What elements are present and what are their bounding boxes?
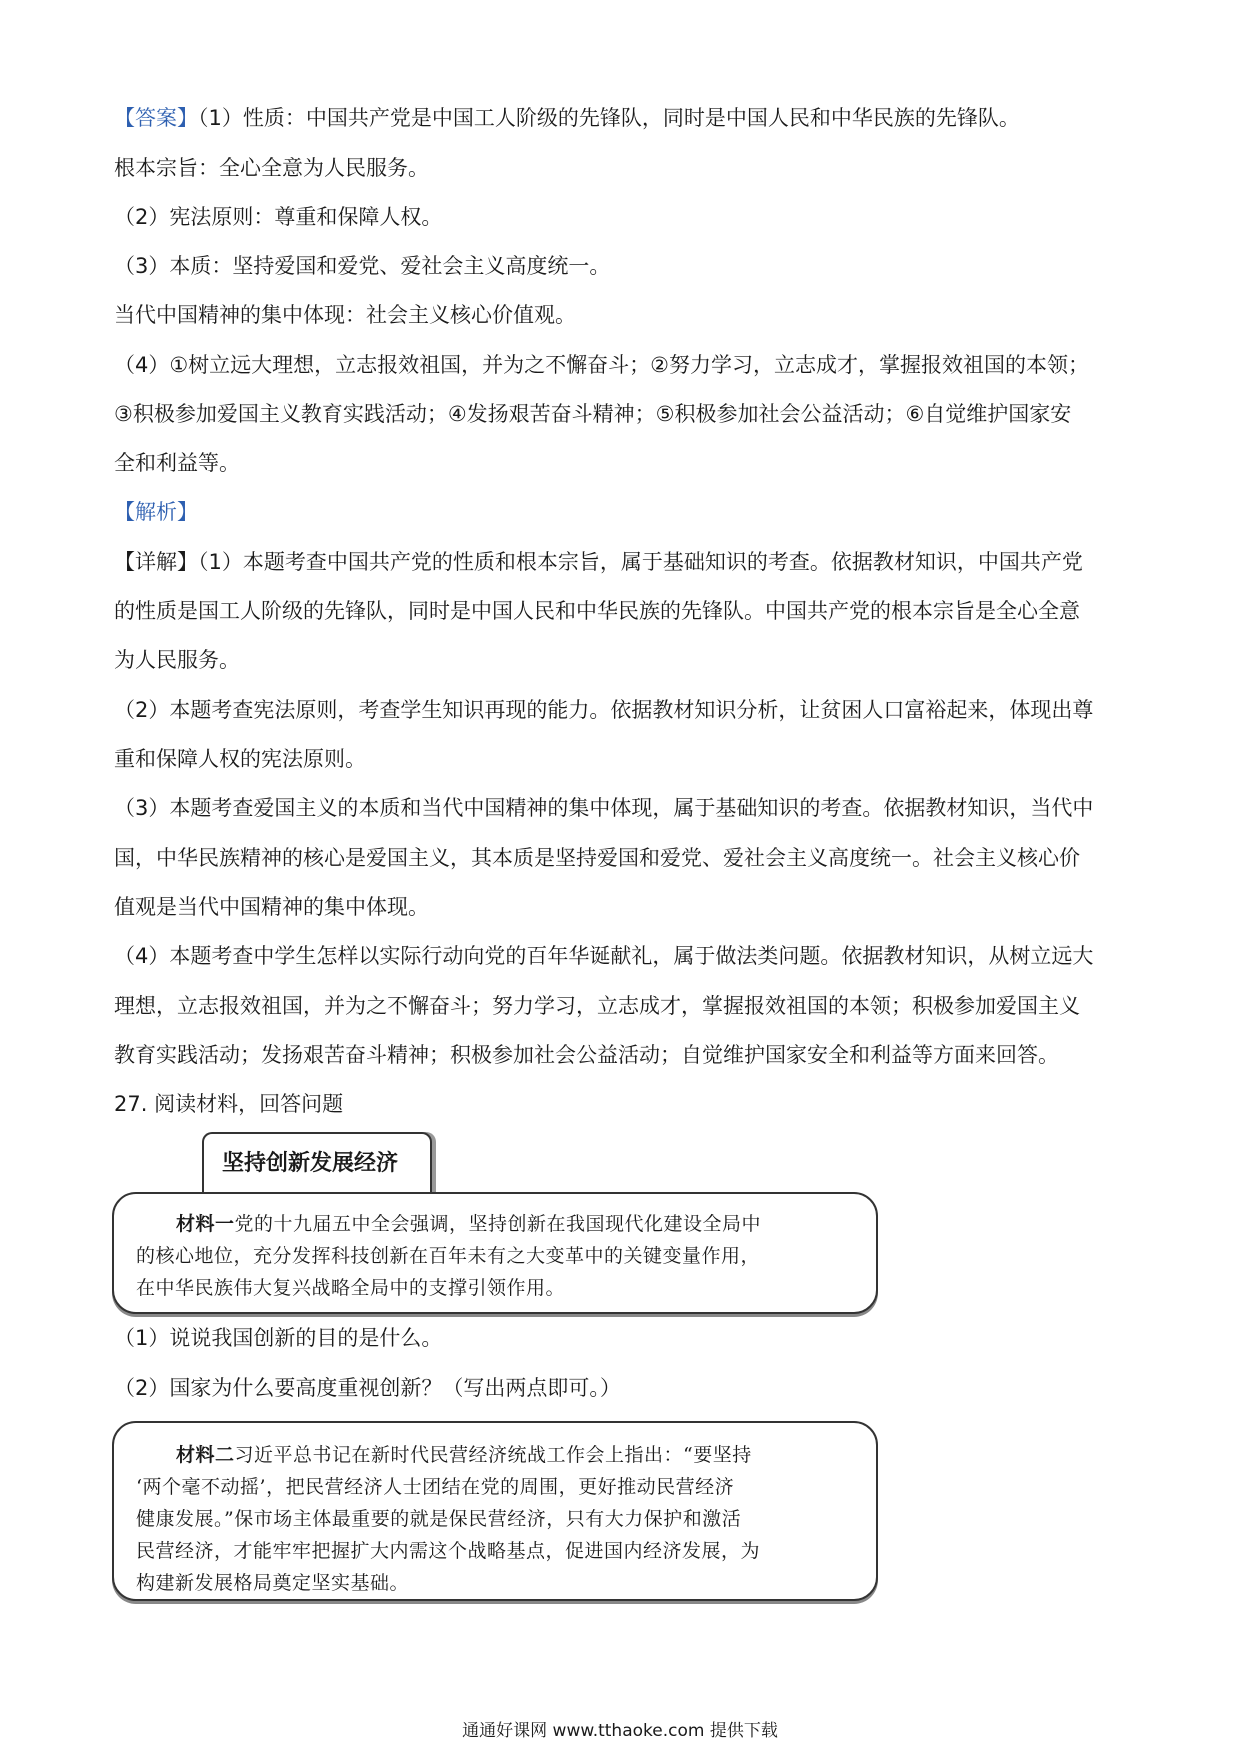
material-1-line-1: 材料一党的十九届五中全会强调，坚持创新在我国现代化建设全局中 [176,1213,762,1235]
material-1-label: 材料一 [176,1213,235,1235]
answer-line-4: （3）本质：坚持爱国和爱党、爱社会主义高度统一。 [114,254,611,278]
material-2-line-3: 健康发展。”保市场主体最重要的就是保民营经济，只有大力保护和激活 [136,1508,742,1530]
material-tab [202,1132,432,1196]
answer-line-6: （4）①树立远大理想，立志报效祖国，并为之不懈奋斗；②努力学习，立志成才，掌握报效祖国的本领； [114,353,1090,377]
analysis-line-4: （2）本题考查宪法原则，考查学生知识再现的能力。依据教材知识分析，让贫困人口富裕起来，体现出尊 [114,698,1094,722]
analysis-line-6: （3）本题考查爱国主义的本质和当代中国精神的集中体现，属于基础知识的考查。依据教材知识，当代中 [114,796,1094,820]
material-2-label: 材料二 [176,1444,235,1466]
analysis-line-8: 值观是当代中国精神的集中体现。 [114,895,429,919]
answer-line-2: 根本宗旨：全心全意为人民服务。 [114,156,429,180]
page-footer: 通通好课网 www.tthaoke.com 提供下载 [462,1721,778,1741]
answer-tag: 【答案】 [114,106,198,130]
analysis-line-9: （4）本题考查中学生怎样以实际行动向党的百年华诞献礼，属于做法类问题。依据教材知识，从树立远大 [114,944,1094,968]
analysis-line-1: 【详解】（1）本题考查中国共产党的性质和根本宗旨，属于基础知识的考查。依据教材知识，中国共产党 [114,550,1083,574]
analysis-line-5: 重和保障人权的宪法原则。 [114,747,366,771]
question-27-2: （2）国家为什么要高度重视创新？（写出两点即可。） [114,1376,621,1400]
material-2-box [112,1421,878,1601]
question-27-1: （1）说说我国创新的目的是什么。 [114,1326,443,1350]
material-1-line-2: 的核心地位，充分发挥科技创新在百年未有之大变革中的关键变量作用， [136,1245,761,1267]
answer-line-1: 【答案】（1）性质：中国共产党是中国工人阶级的先锋队，同时是中国人民和中华民族的先锋队。 [114,106,1020,130]
analysis-line-2: 的性质是国工人阶级的先锋队，同时是中国人民和中华民族的先锋队。中国共产党的根本宗旨是全心全意 [114,599,1080,623]
answer-line-5: 当代中国精神的集中体现：社会主义核心价值观。 [114,303,576,327]
material-1-box [112,1192,878,1314]
answer-line-8: 全和利益等。 [114,451,240,475]
material-2-line-2: ‘两个毫不动摇’，把民营经济人士团结在党的周围，更好推动民营经济 [136,1476,735,1498]
question-27-heading: 27. 阅读材料，回答问题 [114,1092,344,1116]
answer-line-3: （2）宪法原则：尊重和保障人权。 [114,205,443,229]
material-2-line-5: 构建新发展格局奠定坚实基础。 [136,1572,410,1594]
analysis-line-7: 国，中华民族精神的核心是爱国主义，其本质是坚持爱国和爱党、爱社会主义高度统一。社会主义核心价 [114,846,1080,870]
material-tab-title: 坚持创新发展经济 [222,1151,399,1176]
detail-tag: 【详解】 [114,550,198,574]
analysis-tag: 【解析】 [114,500,198,524]
answer-line-7: ③积极参加爱国主义教育实践活动；④发扬艰苦奋斗精神；⑤积极参加社会公益活动；⑥自觉维护国家安 [114,402,1072,426]
analysis-line-3: 为人民服务。 [114,648,240,672]
analysis-line-11: 教育实践活动；发扬艰苦奋斗精神；积极参加社会公益活动；自觉维护国家安全和利益等方面来回答。 [114,1043,1059,1067]
material-1-line-3: 在中华民族伟大复兴战略全局中的支撑引领作用。 [136,1277,566,1299]
material-2-line-1: 材料二习近平总书记在新时代民营经济统战工作会上指出：“要坚持 [176,1444,752,1466]
analysis-line-10: 理想，立志报效祖国，并为之不懈奋斗；努力学习，立志成才，掌握报效祖国的本领；积极参加爱国主义 [114,994,1080,1018]
material-2-line-4: 民营经济，才能牢牢把握扩大内需这个战略基点，促进国内经济发展，为 [136,1540,761,1562]
